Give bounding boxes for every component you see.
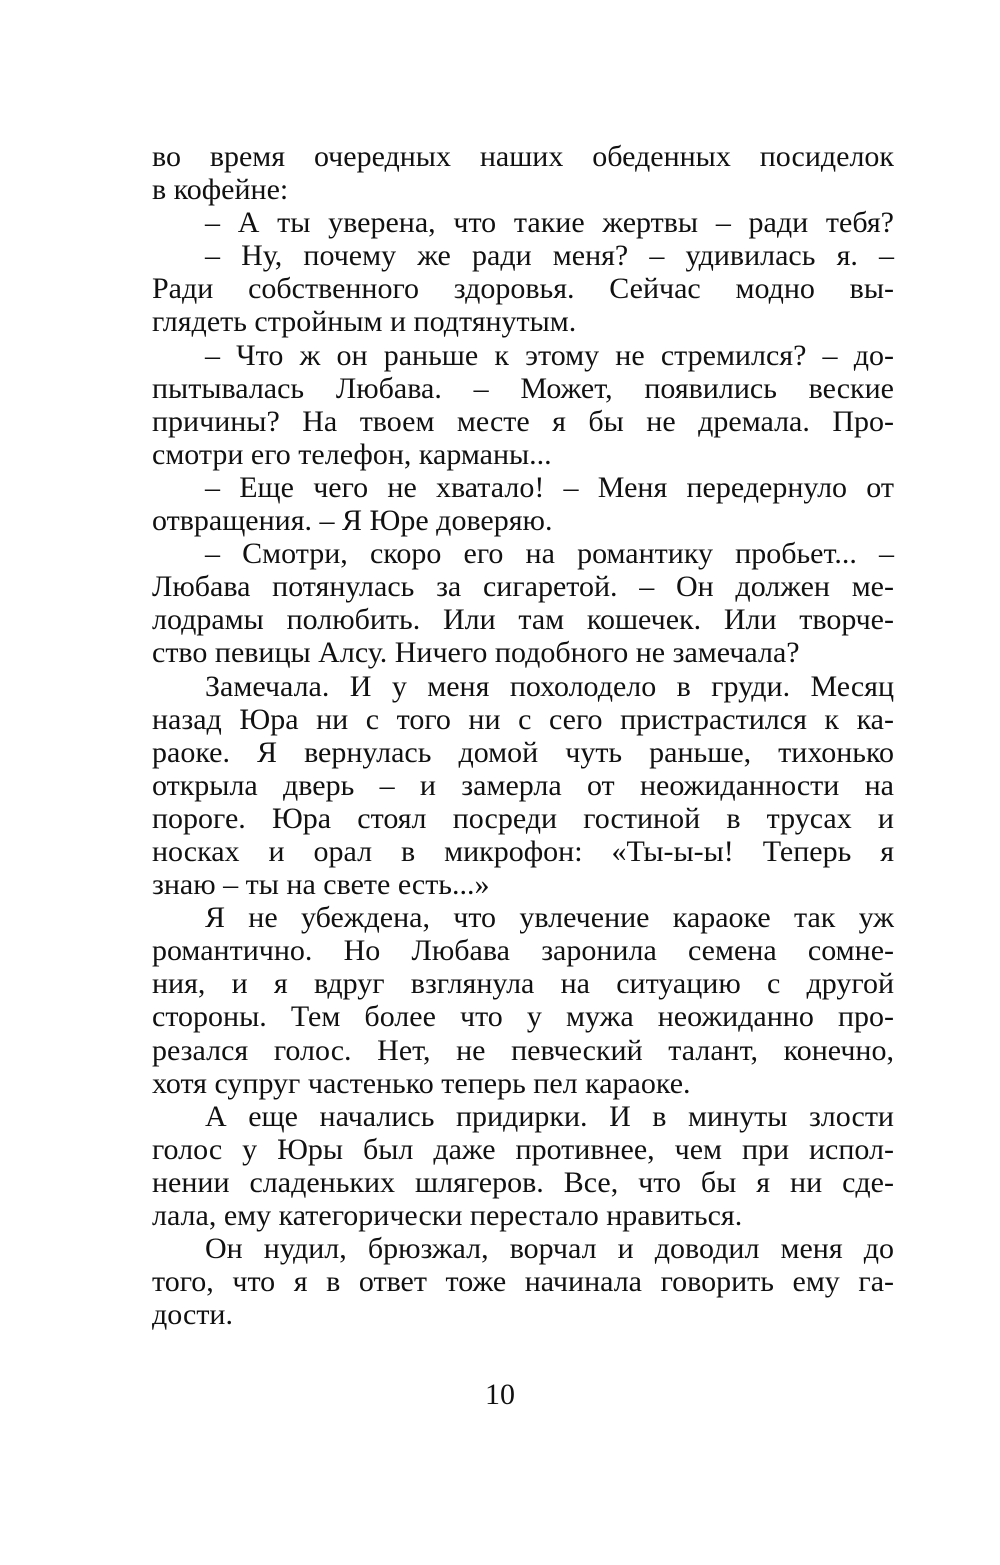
text-line: Он нудил, брюзжал, ворчал и доводил меня до bbox=[205, 1232, 894, 1266]
text-line: ство певицы Алсу. Ничего подобного не замечала? bbox=[152, 636, 800, 670]
text-line: причины? На твоем месте я бы не дремала. Про- bbox=[152, 404, 894, 438]
text-line: – Что ж он раньше к этому не стремился? – до- bbox=[205, 338, 894, 372]
text-line: стороны. Тем более что у мужа неожиданно про- bbox=[152, 1000, 894, 1034]
body-text bbox=[152, 140, 894, 1331]
text-line: глядеть стройным и подтянутым. bbox=[152, 305, 577, 339]
text-line: Ради собственного здоровья. Сейчас модно вы- bbox=[152, 272, 894, 306]
text-line: того, что я в ответ тоже начинала говорить ему га- bbox=[152, 1265, 894, 1299]
text-line: – Смотри, скоро его на романтику пробьет... – bbox=[205, 537, 894, 571]
text-line: пытывалась Любава. – Может, появились веские bbox=[152, 371, 894, 405]
page-number: 10 bbox=[485, 1378, 515, 1411]
text-line: – А ты уверена, что такие жертвы – ради тебя? bbox=[205, 206, 894, 240]
text-line: носках и орал в микрофон: «Ты-ы-ы! Теперь я bbox=[152, 834, 894, 868]
text-line: лодрамы полюбить. Или там кошечек. Или творче- bbox=[152, 603, 894, 637]
text-line: нении сладеньких шлягеров. Все, что бы я ни сде- bbox=[152, 1165, 894, 1199]
text-line: знаю – ты на свете есть...» bbox=[152, 868, 490, 902]
text-line: лала, ему категорически перестало нравиться. bbox=[152, 1199, 743, 1232]
text-line: резался голос. Нет, не певческий талант, конечно, bbox=[152, 1033, 894, 1067]
text-line: А еще начались придирки. И в минуты злости bbox=[205, 1099, 894, 1133]
text-line: Любава потянулась за сигаретой. – Он должен ме- bbox=[152, 570, 894, 604]
text-line: Замечала. И у меня похолодело в груди. Месяц bbox=[205, 669, 894, 703]
text-line: во время очередных наших обеденных посиделок bbox=[152, 140, 894, 173]
text-line: назад Юра ни с того ни с сего пристрастился к ка- bbox=[152, 702, 894, 736]
text-line: хотя супруг частенько теперь пел караоке. bbox=[152, 1066, 691, 1100]
text-line: – Еще чего не хватало! – Меня передернуло от bbox=[205, 470, 894, 504]
text-line: открыла дверь – и замерла от неожиданности на bbox=[152, 768, 894, 802]
text-line: Я не убеждена, что увлечение караоке так уж bbox=[205, 901, 894, 935]
text-line: в кофейне: bbox=[152, 173, 289, 207]
text-line: пороге. Юра стоял посреди гостиной в трусах и bbox=[152, 801, 894, 835]
text-line: дости. bbox=[152, 1298, 233, 1332]
text-line: ния, и я вдруг взглянула на ситуацию с другой bbox=[152, 967, 894, 1001]
text-line: – Ну, почему же ради меня? – удивилась я. – bbox=[205, 239, 894, 273]
text-line: смотри его телефон, карманы... bbox=[152, 437, 552, 471]
text-line: голос у Юры был даже противнее, чем при испол- bbox=[152, 1132, 894, 1166]
text-line: отвращения. – Я Юре доверяю. bbox=[152, 504, 553, 538]
text-line: раоке. Я вернулась домой чуть раньше, тихонько bbox=[152, 735, 894, 769]
text-line: романтично. Но Любава заронила семена сомне- bbox=[152, 934, 894, 968]
